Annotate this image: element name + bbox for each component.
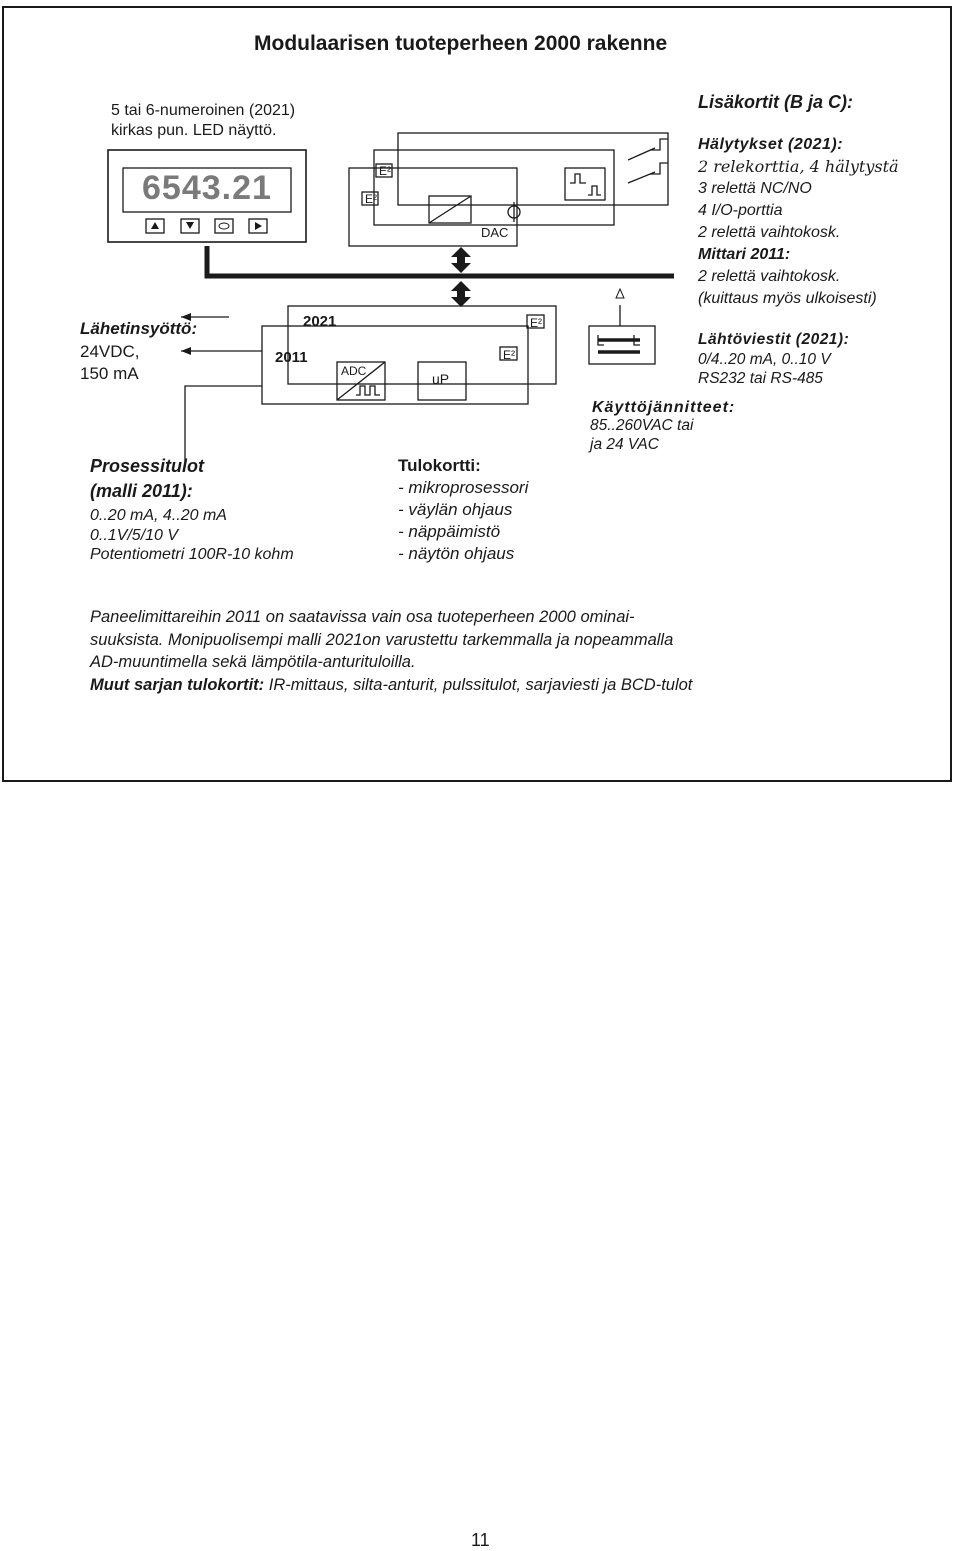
e2-chip-label: E² [530, 316, 542, 330]
process-inputs-line3: Potentiometri 100R-10 kohm [90, 546, 294, 563]
display-value: 6543.21 [142, 169, 272, 207]
e2-chip-label: E² [503, 348, 515, 362]
supply-line1: 85..260VAC tai [590, 417, 694, 434]
outputs-heading: Lähtöviestit (2021): [698, 331, 850, 348]
board-label-2021: 2021 [303, 313, 337, 330]
relay-contact-icon [628, 139, 668, 183]
alarms-line2: 3 relettä NC/NO [698, 180, 812, 197]
supply-heading: Käyttöjännitteet: [592, 399, 736, 416]
outputs-line2: RS232 tai RS-485 [698, 370, 823, 387]
meter-heading: Mittari 2011: [698, 246, 791, 263]
addon-heading: Lisäkortit (B ja C): [698, 92, 854, 112]
process-inputs-line1: 0..20 mA, 4..20 mA [90, 507, 227, 524]
input-card-item: - mikroprosessori [398, 478, 529, 497]
process-inputs-line2: 0..1V/5/10 V [90, 527, 179, 544]
transmitter-line2: 150 mA [80, 364, 139, 383]
description-paragraph [90, 606, 930, 696]
board-label-2011: 2011 [275, 349, 308, 366]
input-card-item: - väylän ohjaus [398, 500, 513, 519]
e2-chip-label: E² [379, 164, 391, 178]
arrow-up-icon [151, 222, 159, 229]
board-back [398, 133, 668, 205]
outputs-line1: 0/4..20 mA, 0..10 V [698, 351, 831, 368]
alarms-line4: 2 relettä vaihtokosk. [698, 224, 841, 241]
input-card-item: - näytön ohjaus [398, 544, 515, 563]
arrow-right-icon [255, 222, 262, 230]
page-number: 11 [471, 1530, 490, 1550]
input-card-item: - näppäimistö [398, 522, 501, 541]
process-inputs-heading: Prosessitulot [90, 456, 205, 476]
alarms-line1: 2 relekorttia, 4 hälytystä [698, 157, 899, 176]
arrow-down-icon [186, 222, 194, 229]
paragraph-line: suuksista. Monipuolisempi malli 2021on varustettu tarkemmalla ja nopeammalla [90, 630, 674, 649]
up-label: uP [432, 371, 450, 387]
display-caption-line2: kirkas pun. LED näyttö. [111, 122, 277, 139]
meter-line1: 2 relettä vaihtokosk. [698, 268, 841, 285]
adc-label: ADC [341, 364, 367, 378]
key-settings-button [215, 219, 233, 233]
paragraph-rest: IR-mittaus, silta-anturit, pulssitulot, sarjaviesti ja BCD-tulot [264, 675, 693, 694]
paragraph-line: Paneelimittareihin 2011 on saatavissa vain osa tuoteperheen 2000 ominai- [90, 608, 635, 626]
double-arrow-icon [451, 247, 471, 273]
e2-chip-label: E² [365, 192, 377, 206]
alarms-line3: 4 I/O-porttia [698, 202, 783, 219]
meter-line2: (kuittaus myös ulkoisesti) [698, 290, 877, 307]
paragraph-line [90, 674, 930, 697]
board-mid [374, 150, 614, 225]
paragraph-line: AD-muuntimella sekä lämpötila-anturituloilla. [90, 653, 416, 671]
alarms-heading: Hälytykset (2021): [698, 136, 844, 153]
display-caption-line1: 5 tai 6-numeroinen (2021) [111, 102, 296, 119]
supply-line2: ja 24 VAC [590, 436, 659, 453]
process-inputs-heading2: (malli 2011): [90, 481, 193, 501]
transmitter-line1: 24VDC, [80, 342, 140, 361]
double-arrow-icon [451, 281, 471, 307]
bus-bar [207, 246, 674, 276]
settings-key-icon [219, 223, 229, 229]
input-card-heading: Tulokortti: [398, 456, 481, 475]
dac-label: DAC [481, 225, 509, 240]
transmitter-heading: Lähetinsyöttö: [80, 319, 198, 338]
page-title: Modulaarisen tuoteperheen 2000 rakenne [254, 32, 668, 55]
paragraph-bold-lead: Muut sarjan tulokortit: [90, 675, 265, 694]
transformer-icon [589, 305, 655, 364]
